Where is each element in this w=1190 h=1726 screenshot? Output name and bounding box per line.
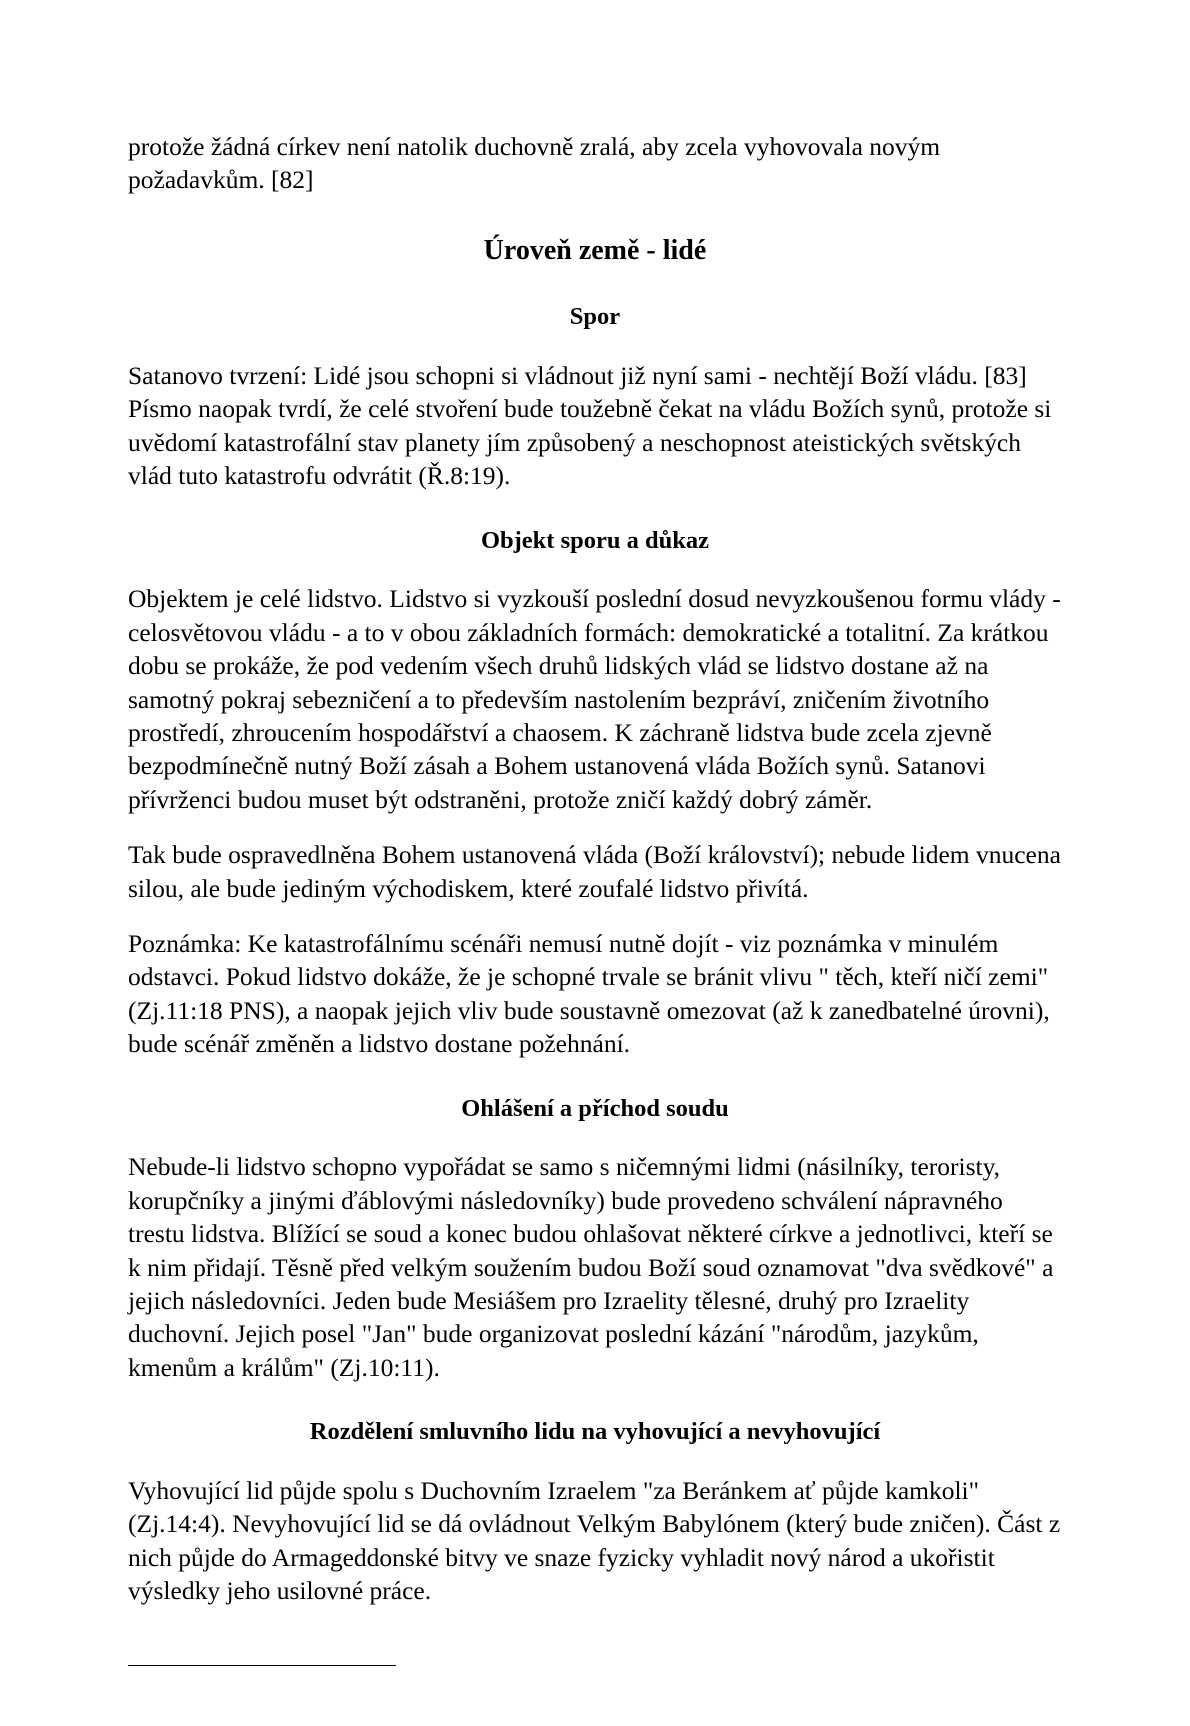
- paragraph-spor-1: Satanovo tvrzení: Lidé jsou schopni si vládnout již nyní sami - nechtějí Boží vládu. [83] Písmo naopak tvrdí, že celé stvoření bude toužebně čekat na vládu Božích synů, protože si uvědomí katastrofální stav planety jím způsobený a neschopnost ateistických světských vlád tuto katastrofu odvrátit (Ř.8:19).: [128, 361, 1052, 491]
- section-heading-ohlaseni: Ohlášení a příchod soudu: [461, 1094, 729, 1122]
- document-body: [128, 130, 1062, 1666]
- paragraph-objekt-3: Poznámka: Ke katastrofálnímu scénáři nemusí nutně dojít - viz poznámka v minulém odstavci. Pokud lidstvo dokáže, že je schopné trvale se bránit vlivu " těch, kteří ničí zemi" (Zj.11:18 PNS), a naopak jejich vliv bude soustavně omezovat (až k zanedbatelné úrovni), bude scénář změněn a lidstvo dostane požehnání.: [128, 928, 1050, 1059]
- paragraph-objekt-2: Tak bude ospravedlněna Bohem ustanovená vláda (Boží království); nebude lidem vnucena silou, ale bude jediným východiskem, které zoufalé lidstvo přivítá.: [128, 840, 1061, 903]
- footnote-separator: [128, 1665, 396, 1666]
- intro-paragraph: protože žádná církev není natolik duchovně zralá, aby zcela vyhovovala novým požadavkům. [82]: [128, 132, 941, 195]
- section-heading-rozdeleni: Rozdělení smluvního lidu na vyhovující a nevyhovující: [309, 1418, 881, 1446]
- paragraph-objekt-1: Objektem je celé lidstvo. Lidstvo si vyzkouší poslední dosud nevyzkoušenou formu vlády - celosvětovou vládu - a to v obou základních formách: demokratické a totalitní. Za krátkou dobu se prokáže, že pod vedením všech druhů lidských vlád se lidstvo dostane až na samotný pokraj sebezničení a to především nastolením bezpráví, zničením životního prostředí, zhroucením hospodářství a chaosem. K záchraně lidstva bude zcela zjevně bezpodmínečně nutný Boží zásah a Bohem ustanovená vláda Božích synů. Satanovi přívrženci budou muset být odstraněni, protože zničí každý dobrý záměr.: [128, 584, 1061, 814]
- section-heading-spor: Spor: [569, 303, 621, 331]
- paragraph-ohlaseni-1: Nebude-li lidstvo schopno vypořádat se samo s ničemnými lidmi (násilníky, teroristy, korupčníky a jinými ďáblovými následovníky) bude provedeno schválení nápravného trestu lidstva. Blížící se soud a konec budou ohlašovat některé církve a jednotlivci, kteří se k nim přidají. Těsně před velkým soužením budou Boží soud oznamovat "dva svědkové" a jejich následovníci. Jeden bude Mesiášem pro Izraelity tělesné, druhý pro Izraelity duchovní. Jejich posel "Jan" bude organizovat poslední kázání "národům, jazykům, kmenům a králům" (Zj.10:11).: [128, 1152, 1054, 1382]
- page-title: Úroveň země - lidé: [483, 234, 707, 266]
- paragraph-rozdeleni-1: Vyhovující lid půjde spolu s Duchovním Izraelem "za Beránkem ať půjde kamkoli" (Zj.14:4). Nevyhovující lid se dá ovládnout Velkým Babylónem (který bude zničen). Část z nich půjde do Armageddonské bitvy ve snaze fyzicky vyhladit nový národ a ukořistit výsledky jeho usilovné práce.: [128, 1475, 1061, 1606]
- section-heading-objekt-sporu: Objekt sporu a důkaz: [480, 526, 710, 554]
